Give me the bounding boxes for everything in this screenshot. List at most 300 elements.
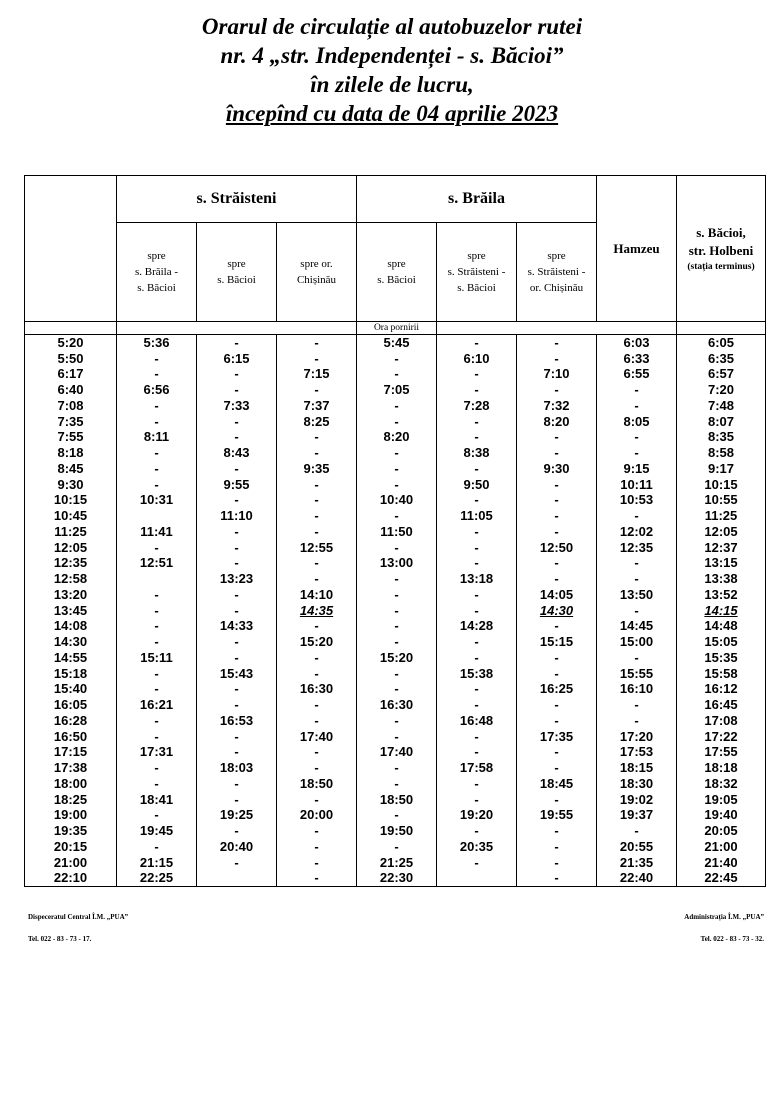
- cell-braila-spre-straisteni-bacioi: 20:35: [437, 839, 517, 855]
- cell-braila-spre-bacioi: 16:30: [357, 697, 437, 713]
- cell-hamzeu: 17:53: [597, 745, 677, 761]
- footer-admin-name: Administrația Î.M. „PUA”: [684, 913, 764, 921]
- cell-braila-spre-straisteni-bacioi: -: [437, 430, 517, 446]
- cell-braila-spre-straisteni-chisinau: -: [517, 666, 597, 682]
- cell-straisteni-spre-chisinau: -: [277, 760, 357, 776]
- subheader-line: spre: [387, 258, 406, 270]
- cell-braila-spre-straisteni-bacioi: -: [437, 792, 517, 808]
- cell-braila-spre-straisteni-chisinau: -: [517, 713, 597, 729]
- cell-braila-spre-bacioi: 21:25: [357, 855, 437, 871]
- cell-straisteni-spre-chisinau: -: [277, 382, 357, 398]
- subheader-line: s. Brăila -: [134, 266, 179, 278]
- cell-straisteni-spre-chisinau: -: [277, 839, 357, 855]
- cell-braila-spre-bacioi: -: [357, 351, 437, 367]
- cell-bacioi-terminus: 14:15: [677, 603, 766, 619]
- cell-straisteni-spre-chisinau: -: [277, 871, 357, 887]
- cell-braila-spre-bacioi: 5:45: [357, 335, 437, 351]
- cell-braila-spre-bacioi: 18:50: [357, 792, 437, 808]
- column-header-bacioi: [677, 176, 766, 322]
- cell-braila-spre-straisteni-bacioi: -: [437, 697, 517, 713]
- cell-straisteni-spre-chisinau: -: [277, 430, 357, 446]
- timetable-row: [25, 603, 766, 619]
- title-line-2: nr. 4 „str. Independenței - s. Băcioi”: [220, 43, 564, 68]
- cell-straisteni-spre-braila-bacioi: 6:56: [117, 382, 197, 398]
- cell-braila-spre-bacioi: -: [357, 666, 437, 682]
- cell-braila-spre-straisteni-bacioi: -: [437, 461, 517, 477]
- cell-bacioi-terminus: 13:38: [677, 571, 766, 587]
- cell-departure-time: 16:28: [25, 713, 117, 729]
- cell-straisteni-spre-chisinau: 14:35: [277, 603, 357, 619]
- timetable-row: [25, 855, 766, 871]
- cell-departure-time: 7:55: [25, 430, 117, 446]
- cell-straisteni-spre-bacioi: -: [197, 776, 277, 792]
- cell-braila-spre-straisteni-bacioi: -: [437, 587, 517, 603]
- cell-departure-time: 15:18: [25, 666, 117, 682]
- timetable-row: [25, 823, 766, 839]
- cell-hamzeu: 8:05: [597, 414, 677, 430]
- cell-braila-spre-straisteni-chisinau: 17:35: [517, 729, 597, 745]
- cell-departure-time: 12:05: [25, 540, 117, 556]
- group-header-braila: s. Brăila: [357, 176, 597, 223]
- cell-straisteni-spre-braila-bacioi: 10:31: [117, 493, 197, 509]
- cell-departure-time: 14:55: [25, 650, 117, 666]
- cell-straisteni-spre-bacioi: 18:03: [197, 760, 277, 776]
- cell-hamzeu: -: [597, 713, 677, 729]
- cell-braila-spre-straisteni-bacioi: 13:18: [437, 571, 517, 587]
- cell-straisteni-spre-bacioi: -: [197, 697, 277, 713]
- cell-hamzeu: 14:45: [597, 619, 677, 635]
- cell-departure-time: 16:50: [25, 729, 117, 745]
- ora-pornirii-label: Ora pornirii: [357, 322, 437, 335]
- timetable-row: [25, 729, 766, 745]
- cell-straisteni-spre-braila-bacioi: -: [117, 587, 197, 603]
- cell-straisteni-spre-bacioi: 11:10: [197, 508, 277, 524]
- cell-bacioi-terminus: 12:05: [677, 524, 766, 540]
- cell-straisteni-spre-chisinau: -: [277, 745, 357, 761]
- timetable-row: [25, 382, 766, 398]
- cell-hamzeu: -: [597, 445, 677, 461]
- cell-hamzeu: 9:15: [597, 461, 677, 477]
- cell-straisteni-spre-chisinau: -: [277, 493, 357, 509]
- cell-departure-time: 7:08: [25, 398, 117, 414]
- cell-braila-spre-bacioi: -: [357, 839, 437, 855]
- column-header-braila-spre-bacioi: [357, 223, 437, 322]
- cell-straisteni-spre-chisinau: -: [277, 823, 357, 839]
- cell-hamzeu: 17:20: [597, 729, 677, 745]
- cell-hamzeu: 12:02: [597, 524, 677, 540]
- cell-straisteni-spre-chisinau: -: [277, 792, 357, 808]
- cell-straisteni-spre-chisinau: 12:55: [277, 540, 357, 556]
- cell-straisteni-spre-bacioi: 6:15: [197, 351, 277, 367]
- cell-departure-time: 5:50: [25, 351, 117, 367]
- timetable-row: [25, 351, 766, 367]
- cell-straisteni-spre-bacioi: -: [197, 745, 277, 761]
- cell-braila-spre-bacioi: 11:50: [357, 524, 437, 540]
- cell-braila-spre-straisteni-bacioi: 17:58: [437, 760, 517, 776]
- cell-straisteni-spre-bacioi: -: [197, 493, 277, 509]
- cell-braila-spre-straisteni-bacioi: -: [437, 540, 517, 556]
- cell-bacioi-terminus: 8:35: [677, 430, 766, 446]
- cell-bacioi-terminus: 20:05: [677, 823, 766, 839]
- cell-braila-spre-straisteni-chisinau: -: [517, 650, 597, 666]
- cell-braila-spre-straisteni-chisinau: -: [517, 571, 597, 587]
- timetable-row: [25, 776, 766, 792]
- cell-straisteni-spre-chisinau: 15:20: [277, 634, 357, 650]
- cell-straisteni-spre-bacioi: 15:43: [197, 666, 277, 682]
- cell-straisteni-spre-chisinau: -: [277, 855, 357, 871]
- cell-braila-spre-bacioi: 17:40: [357, 745, 437, 761]
- cell-straisteni-spre-chisinau: -: [277, 335, 357, 351]
- cell-braila-spre-straisteni-bacioi: -: [437, 382, 517, 398]
- timetable-row: [25, 713, 766, 729]
- cell-braila-spre-straisteni-chisinau: -: [517, 351, 597, 367]
- cell-braila-spre-straisteni-bacioi: 9:50: [437, 477, 517, 493]
- cell-hamzeu: 10:11: [597, 477, 677, 493]
- cell-bacioi-terminus: 16:45: [677, 697, 766, 713]
- ora-blank-cell: [437, 322, 517, 335]
- cell-departure-time: 22:10: [25, 871, 117, 887]
- cell-straisteni-spre-braila-bacioi: 11:41: [117, 524, 197, 540]
- cell-braila-spre-straisteni-chisinau: -: [517, 619, 597, 635]
- cell-bacioi-terminus: 21:00: [677, 839, 766, 855]
- cell-braila-spre-straisteni-bacioi: 19:20: [437, 808, 517, 824]
- cell-straisteni-spre-braila-bacioi: 18:41: [117, 792, 197, 808]
- cell-straisteni-spre-bacioi: -: [197, 823, 277, 839]
- cell-bacioi-terminus: 16:12: [677, 682, 766, 698]
- cell-braila-spre-bacioi: -: [357, 808, 437, 824]
- timetable-row: [25, 650, 766, 666]
- timetable-row: [25, 493, 766, 509]
- cell-hamzeu: 6:03: [597, 335, 677, 351]
- cell-braila-spre-bacioi: -: [357, 682, 437, 698]
- timetable-row: [25, 808, 766, 824]
- cell-hamzeu: -: [597, 650, 677, 666]
- cell-braila-spre-bacioi: -: [357, 634, 437, 650]
- cell-braila-spre-straisteni-bacioi: -: [437, 729, 517, 745]
- cell-hamzeu: -: [597, 697, 677, 713]
- timetable-row: [25, 398, 766, 414]
- timetable-row: [25, 871, 766, 887]
- header-corner: [25, 176, 117, 322]
- cell-straisteni-spre-braila-bacioi: -: [117, 808, 197, 824]
- cell-straisteni-spre-bacioi: -: [197, 792, 277, 808]
- cell-braila-spre-bacioi: 13:00: [357, 556, 437, 572]
- cell-braila-spre-straisteni-chisinau: -: [517, 823, 597, 839]
- cell-straisteni-spre-braila-bacioi: [117, 508, 197, 524]
- cell-straisteni-spre-bacioi: -: [197, 382, 277, 398]
- timetable-row: [25, 367, 766, 383]
- cell-braila-spre-bacioi: -: [357, 729, 437, 745]
- cell-departure-time: 10:45: [25, 508, 117, 524]
- cell-braila-spre-straisteni-chisinau: -: [517, 430, 597, 446]
- cell-braila-spre-bacioi: 10:40: [357, 493, 437, 509]
- cell-bacioi-terminus: 6:57: [677, 367, 766, 383]
- cell-braila-spre-straisteni-chisinau: 16:25: [517, 682, 597, 698]
- cell-braila-spre-bacioi: 19:50: [357, 823, 437, 839]
- cell-departure-time: 8:18: [25, 445, 117, 461]
- cell-straisteni-spre-chisinau: 7:15: [277, 367, 357, 383]
- cell-braila-spre-bacioi: -: [357, 776, 437, 792]
- cell-straisteni-spre-braila-bacioi: 16:21: [117, 697, 197, 713]
- cell-hamzeu: 15:55: [597, 666, 677, 682]
- cell-departure-time: 11:25: [25, 524, 117, 540]
- cell-braila-spre-straisteni-chisinau: -: [517, 477, 597, 493]
- cell-departure-time: 20:15: [25, 839, 117, 855]
- cell-braila-spre-bacioi: 22:30: [357, 871, 437, 887]
- cell-braila-spre-straisteni-bacioi: -: [437, 855, 517, 871]
- cell-braila-spre-straisteni-chisinau: -: [517, 382, 597, 398]
- cell-bacioi-terminus: 13:15: [677, 556, 766, 572]
- cell-braila-spre-straisteni-chisinau: -: [517, 792, 597, 808]
- cell-bacioi-terminus: 15:58: [677, 666, 766, 682]
- cell-straisteni-spre-bacioi: -: [197, 587, 277, 603]
- cell-bacioi-terminus: 11:25: [677, 508, 766, 524]
- cell-braila-spre-straisteni-bacioi: -: [437, 682, 517, 698]
- subheader-line: s. Străisteni -: [527, 266, 586, 278]
- cell-braila-spre-straisteni-bacioi: 16:48: [437, 713, 517, 729]
- cell-braila-spre-straisteni-chisinau: 14:05: [517, 587, 597, 603]
- cell-straisteni-spre-chisinau: -: [277, 666, 357, 682]
- timetable-row: [25, 745, 766, 761]
- cell-braila-spre-bacioi: -: [357, 540, 437, 556]
- cell-bacioi-terminus: 6:05: [677, 335, 766, 351]
- cell-braila-spre-straisteni-bacioi: [437, 871, 517, 887]
- cell-braila-spre-straisteni-bacioi: 11:05: [437, 508, 517, 524]
- cell-braila-spre-straisteni-chisinau: 8:20: [517, 414, 597, 430]
- cell-hamzeu: 22:40: [597, 871, 677, 887]
- cell-departure-time: 18:00: [25, 776, 117, 792]
- cell-straisteni-spre-bacioi: 13:23: [197, 571, 277, 587]
- cell-braila-spre-straisteni-chisinau: -: [517, 556, 597, 572]
- cell-straisteni-spre-chisinau: -: [277, 445, 357, 461]
- cell-braila-spre-bacioi: -: [357, 367, 437, 383]
- cell-straisteni-spre-chisinau: -: [277, 508, 357, 524]
- cell-straisteni-spre-chisinau: -: [277, 713, 357, 729]
- timetable-row: [25, 540, 766, 556]
- cell-straisteni-spre-braila-bacioi: -: [117, 713, 197, 729]
- cell-straisteni-spre-braila-bacioi: -: [117, 445, 197, 461]
- cell-braila-spre-straisteni-bacioi: 8:38: [437, 445, 517, 461]
- cell-straisteni-spre-bacioi: -: [197, 335, 277, 351]
- cell-straisteni-spre-braila-bacioi: -: [117, 603, 197, 619]
- cell-straisteni-spre-bacioi: 8:43: [197, 445, 277, 461]
- cell-hamzeu: -: [597, 571, 677, 587]
- cell-straisteni-spre-braila-bacioi: 12:51: [117, 556, 197, 572]
- cell-braila-spre-bacioi: -: [357, 603, 437, 619]
- subheader-line: spre: [547, 250, 566, 262]
- cell-straisteni-spre-bacioi: -: [197, 556, 277, 572]
- column-header-spre-bacioi: [197, 223, 277, 322]
- cell-hamzeu: 20:55: [597, 839, 677, 855]
- subheader-line: s. Străisteni -: [447, 266, 506, 278]
- footer-dispatch-name: Dispeceratul Central Î.M. „PUA”: [28, 913, 129, 921]
- cell-straisteni-spre-braila-bacioi: -: [117, 776, 197, 792]
- cell-departure-time: 17:15: [25, 745, 117, 761]
- cell-braila-spre-straisteni-chisinau: 18:45: [517, 776, 597, 792]
- cell-hamzeu: 16:10: [597, 682, 677, 698]
- subheader-line: s. Băcioi: [217, 274, 256, 286]
- timetable-row: [25, 666, 766, 682]
- cell-straisteni-spre-braila-bacioi: -: [117, 351, 197, 367]
- cell-departure-time: 13:20: [25, 587, 117, 603]
- cell-straisteni-spre-chisinau: -: [277, 619, 357, 635]
- subheader-line: spre: [227, 258, 246, 270]
- cell-braila-spre-bacioi: -: [357, 571, 437, 587]
- cell-departure-time: 14:08: [25, 619, 117, 635]
- timetable-row: [25, 697, 766, 713]
- cell-braila-spre-bacioi: 7:05: [357, 382, 437, 398]
- subheader-line: Chișinău: [296, 274, 337, 286]
- cell-straisteni-spre-chisinau: 14:10: [277, 587, 357, 603]
- timetable-row: [25, 839, 766, 855]
- cell-braila-spre-straisteni-chisinau: -: [517, 508, 597, 524]
- cell-braila-spre-bacioi: -: [357, 587, 437, 603]
- cell-braila-spre-straisteni-chisinau: -: [517, 871, 597, 887]
- cell-straisteni-spre-chisinau: -: [277, 477, 357, 493]
- ora-blank-cell: [677, 322, 766, 335]
- ora-blank-cell: [277, 322, 357, 335]
- cell-straisteni-spre-chisinau: -: [277, 571, 357, 587]
- cell-hamzeu: -: [597, 508, 677, 524]
- cell-straisteni-spre-bacioi: -: [197, 855, 277, 871]
- cell-straisteni-spre-bacioi: -: [197, 414, 277, 430]
- ora-blank-cell: [197, 322, 277, 335]
- timetable-row: [25, 587, 766, 603]
- cell-straisteni-spre-braila-bacioi: 8:11: [117, 430, 197, 446]
- cell-bacioi-terminus: 6:35: [677, 351, 766, 367]
- cell-braila-spre-straisteni-chisinau: -: [517, 524, 597, 540]
- cell-braila-spre-straisteni-bacioi: -: [437, 650, 517, 666]
- cell-bacioi-terminus: 22:45: [677, 871, 766, 887]
- cell-departure-time: 6:17: [25, 367, 117, 383]
- cell-braila-spre-straisteni-bacioi: -: [437, 745, 517, 761]
- cell-braila-spre-straisteni-chisinau: -: [517, 855, 597, 871]
- cell-straisteni-spre-chisinau: 16:30: [277, 682, 357, 698]
- cell-hamzeu: 18:30: [597, 776, 677, 792]
- cell-braila-spre-bacioi: -: [357, 760, 437, 776]
- cell-departure-time: 17:38: [25, 760, 117, 776]
- cell-braila-spre-straisteni-chisinau: 7:10: [517, 367, 597, 383]
- title-line-3: în zilele de lucru,: [310, 72, 474, 97]
- cell-straisteni-spre-chisinau: -: [277, 556, 357, 572]
- cell-braila-spre-straisteni-bacioi: 15:38: [437, 666, 517, 682]
- timetable-row: [25, 792, 766, 808]
- cell-braila-spre-bacioi: -: [357, 445, 437, 461]
- cell-straisteni-spre-bacioi: [197, 871, 277, 887]
- cell-straisteni-spre-braila-bacioi: 17:31: [117, 745, 197, 761]
- cell-straisteni-spre-chisinau: -: [277, 650, 357, 666]
- cell-braila-spre-straisteni-chisinau: -: [517, 745, 597, 761]
- document-title: [0, 12, 784, 128]
- cell-straisteni-spre-bacioi: 7:33: [197, 398, 277, 414]
- cell-bacioi-terminus: 10:15: [677, 477, 766, 493]
- cell-departure-time: 7:35: [25, 414, 117, 430]
- subheader-line: spre: [147, 250, 166, 262]
- cell-departure-time: 8:45: [25, 461, 117, 477]
- cell-braila-spre-straisteni-chisinau: 12:50: [517, 540, 597, 556]
- cell-braila-spre-straisteni-bacioi: 14:28: [437, 619, 517, 635]
- cell-bacioi-terminus: 17:08: [677, 713, 766, 729]
- cell-bacioi-terminus: 13:52: [677, 587, 766, 603]
- cell-hamzeu: -: [597, 556, 677, 572]
- timetable-row: [25, 556, 766, 572]
- cell-hamzeu: 10:53: [597, 493, 677, 509]
- cell-departure-time: 10:15: [25, 493, 117, 509]
- cell-braila-spre-straisteni-bacioi: -: [437, 524, 517, 540]
- cell-braila-spre-straisteni-bacioi: -: [437, 556, 517, 572]
- cell-departure-time: 5:20: [25, 335, 117, 351]
- cell-straisteni-spre-braila-bacioi: -: [117, 634, 197, 650]
- ora-blank-cell: [117, 322, 197, 335]
- cell-straisteni-spre-braila-bacioi: -: [117, 839, 197, 855]
- cell-hamzeu: 12:35: [597, 540, 677, 556]
- cell-bacioi-terminus: 17:22: [677, 729, 766, 745]
- cell-straisteni-spre-bacioi: 16:53: [197, 713, 277, 729]
- column-header-hamzeu: Hamzeu: [597, 176, 677, 322]
- bacioi-line-1: s. Băcioi,: [696, 224, 746, 240]
- cell-straisteni-spre-bacioi: -: [197, 461, 277, 477]
- cell-bacioi-terminus: 7:20: [677, 382, 766, 398]
- column-header-spre-straisteni-bacioi: [437, 223, 517, 322]
- cell-braila-spre-straisteni-bacioi: -: [437, 603, 517, 619]
- cell-hamzeu: 13:50: [597, 587, 677, 603]
- cell-braila-spre-straisteni-chisinau: 15:15: [517, 634, 597, 650]
- subheader-line: s. Băcioi: [137, 282, 176, 294]
- cell-braila-spre-straisteni-bacioi: -: [437, 367, 517, 383]
- cell-hamzeu: 19:37: [597, 808, 677, 824]
- cell-departure-time: 19:00: [25, 808, 117, 824]
- cell-straisteni-spre-braila-bacioi: -: [117, 729, 197, 745]
- cell-bacioi-terminus: 18:32: [677, 776, 766, 792]
- cell-bacioi-terminus: 19:40: [677, 808, 766, 824]
- cell-braila-spre-straisteni-chisinau: 14:30: [517, 603, 597, 619]
- cell-departure-time: 6:40: [25, 382, 117, 398]
- cell-braila-spre-bacioi: -: [357, 398, 437, 414]
- cell-bacioi-terminus: 12:37: [677, 540, 766, 556]
- cell-departure-time: 16:05: [25, 697, 117, 713]
- cell-straisteni-spre-bacioi: -: [197, 430, 277, 446]
- cell-departure-time: 21:00: [25, 855, 117, 871]
- cell-straisteni-spre-braila-bacioi: 15:11: [117, 650, 197, 666]
- cell-straisteni-spre-chisinau: 7:37: [277, 398, 357, 414]
- subheader-line: spre: [467, 250, 486, 262]
- cell-straisteni-spre-braila-bacioi: 21:15: [117, 855, 197, 871]
- cell-departure-time: 13:45: [25, 603, 117, 619]
- footer-dispatch-phone: Tel. 022 - 83 - 73 - 17.: [28, 935, 92, 943]
- column-header-spre-braila-bacioi: [117, 223, 197, 322]
- timetable-row: [25, 760, 766, 776]
- cell-braila-spre-straisteni-chisinau: -: [517, 445, 597, 461]
- title-line-4: începînd cu data de 04 aprilie 2023: [225, 101, 559, 126]
- timetable-row: [25, 335, 766, 351]
- cell-straisteni-spre-bacioi: -: [197, 682, 277, 698]
- cell-hamzeu: -: [597, 398, 677, 414]
- cell-straisteni-spre-chisinau: 9:35: [277, 461, 357, 477]
- cell-bacioi-terminus: 14:48: [677, 619, 766, 635]
- cell-braila-spre-straisteni-chisinau: -: [517, 697, 597, 713]
- cell-braila-spre-bacioi: -: [357, 477, 437, 493]
- ora-blank-cell: [25, 322, 117, 335]
- cell-straisteni-spre-bacioi: 20:40: [197, 839, 277, 855]
- cell-departure-time: 19:35: [25, 823, 117, 839]
- column-header-spre-chisinau: [277, 223, 357, 322]
- cell-bacioi-terminus: 8:07: [677, 414, 766, 430]
- cell-hamzeu: -: [597, 823, 677, 839]
- cell-bacioi-terminus: 9:17: [677, 461, 766, 477]
- timetable-row: [25, 682, 766, 698]
- cell-straisteni-spre-braila-bacioi: -: [117, 367, 197, 383]
- bacioi-line-2: str. Holbeni: [688, 242, 754, 258]
